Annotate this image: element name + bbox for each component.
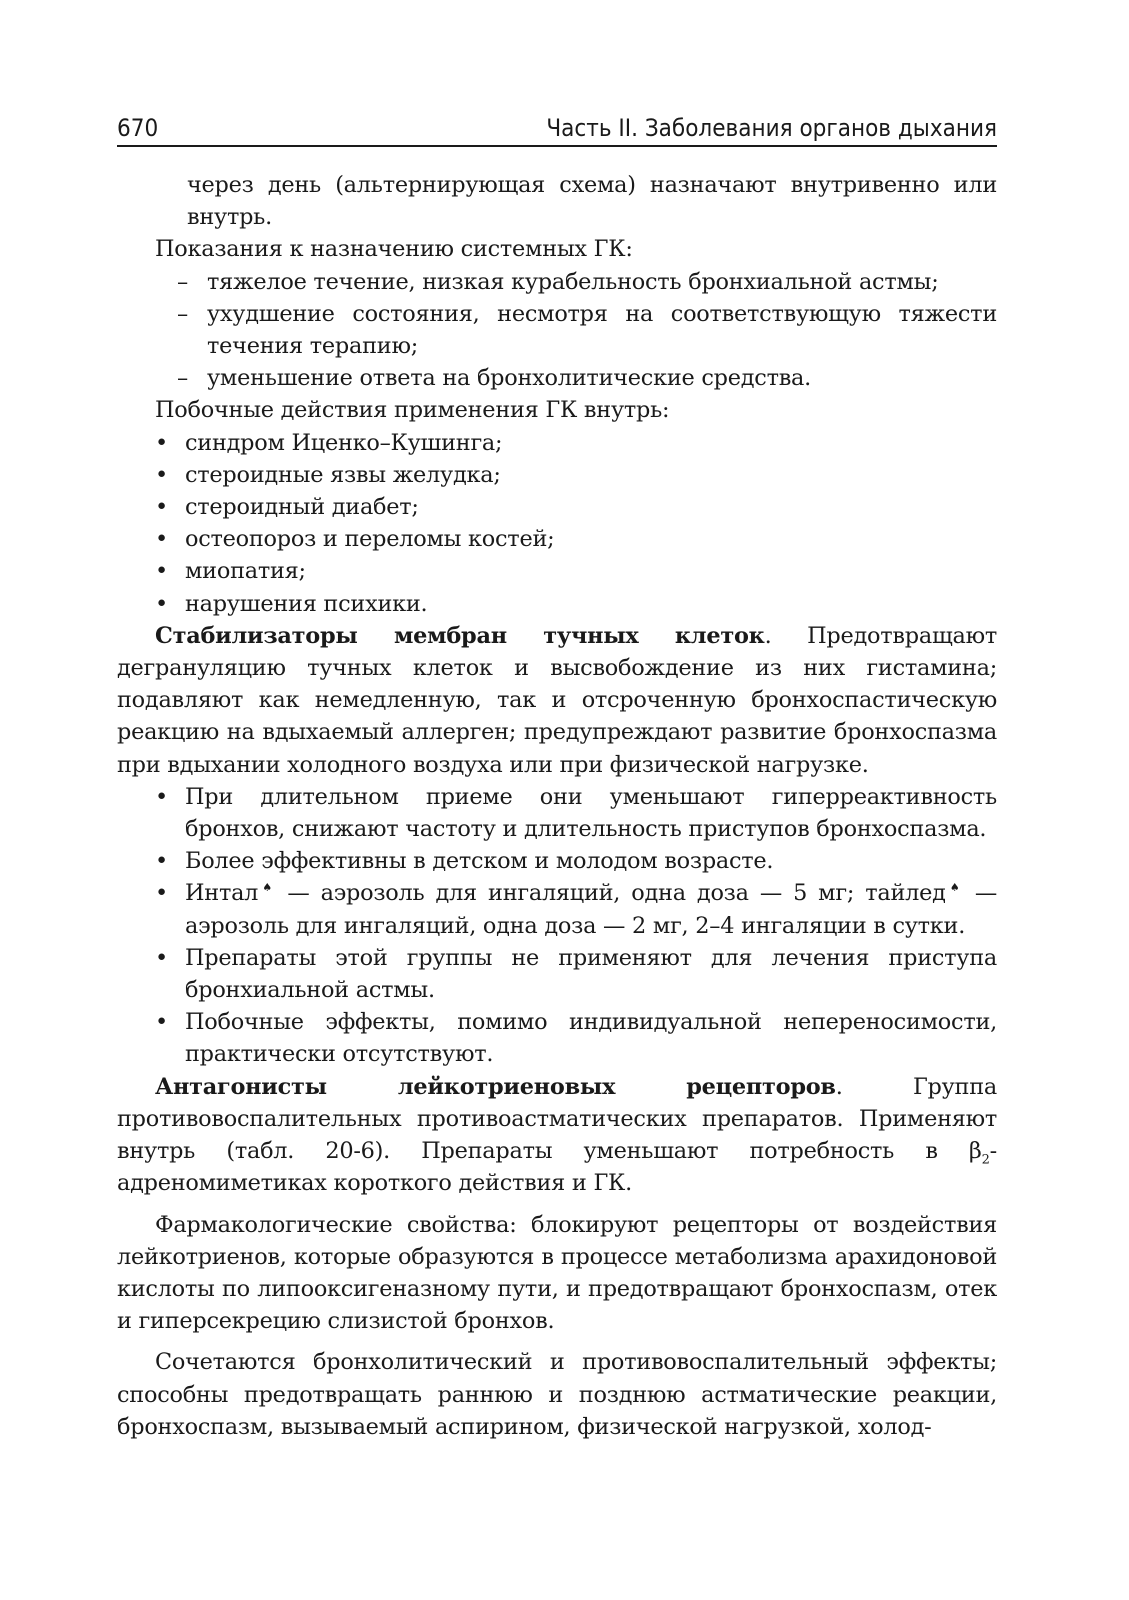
stabilizers-title: Стабилизаторы мембран тучных клеток	[155, 622, 765, 649]
combined-effects-paragraph: Сочетаются бронхолитический и противовоспалительный эффекты; способны предотвращать раннюю и позднюю астматические реакции, бронхоспазм, вызываемый аспирином, физической нагрузкой, холод-	[117, 1349, 997, 1440]
list-item: • синдром Иценко–Кушинга;	[117, 427, 997, 459]
dash-marker: –	[177, 365, 188, 392]
bullet-marker: •	[155, 1009, 168, 1036]
stabilizers-list	[117, 781, 997, 1071]
list-item: • остеопороз и переломы костей;	[117, 523, 997, 555]
book-page	[117, 107, 997, 1443]
intro-continuation: через день (альтернирующая схема) назначают внутривенно или внутрь.	[187, 172, 997, 231]
side-effects-heading: Побочные действия применения ГК внутрь:	[155, 397, 670, 424]
dash-marker: –	[177, 300, 188, 327]
bullet-marker: •	[155, 429, 168, 456]
side-effects-list	[117, 427, 997, 620]
bullet-marker: •	[155, 526, 168, 553]
list-item: • стероидные язвы желудка;	[117, 459, 997, 491]
list-item: – тяжелое течение, низкая курабельность бронхиальной астмы;	[117, 266, 997, 298]
list-item: • миопатия;	[117, 555, 997, 587]
page-number: 670	[117, 114, 159, 142]
list-item: • Более эффективны в детском и молодом возрасте.	[117, 845, 997, 877]
list-item: – ухудшение состояния, несмотря на соответствующую тяжести течения терапию;	[117, 298, 997, 362]
page-body	[117, 169, 997, 1443]
antagonists-paragraph: Антагонисты лейкотриеновых рецепторов. Группа противовоспалительных противоастматических препаратов. Применяют внутрь (табл. 20-6). Препараты уменьшают потребность в $\beta_2$-адреномиметиках короткого действия и ГК.	[117, 1073, 997, 1197]
bullet-marker: •	[155, 944, 168, 971]
pharmacology-paragraph: Фармакологические свойства: блокируют рецепторы от воздействия лейкотриенов, которые образуются в процессе метаболизма арахидоновой кислоты по липооксигеназному пути, и предотвращают бронхоспазм, отек и гиперсекрецию слизистой бронхов.	[117, 1211, 997, 1335]
bullet-marker: •	[155, 783, 168, 810]
trademark-mark: ♠	[945, 881, 964, 895]
list-item: • При длительном приеме они уменьшают гиперреактивность бронхов, снижают частоту и длительность приступов бронхоспазма.	[117, 781, 997, 845]
bullet-marker: •	[155, 590, 168, 617]
stabilizers-paragraph: Стабилизаторы мембран тучных клеток. Предотвращают дегрануляцию тучных клеток и высвобождение из них гистамина; подавляют как немедленную, так и отсроченную бронхоспастическую реакцию на вдыхаемый аллерген; предупреждают развитие бронхоспазма при вдыхании холодного воздуха или при физической нагрузке.	[117, 622, 997, 778]
bullet-marker: •	[155, 848, 168, 875]
running-title: Часть II. Заболевания органов дыхания	[546, 114, 997, 142]
list-item: • Побочные эффекты, помимо индивидуальной непереносимости, практически отсутствуют.	[117, 1006, 997, 1070]
dash-marker: –	[177, 268, 188, 295]
bullet-marker: •	[155, 558, 168, 585]
bullet-marker: •	[155, 880, 168, 907]
bullet-marker: •	[155, 494, 168, 521]
list-item: • Препараты этой группы не применяют для лечения приступа бронхиальной астмы.	[117, 942, 997, 1006]
page-header	[117, 107, 997, 147]
trademark-mark: ♠	[258, 881, 277, 895]
beta-subscript: 2	[981, 1152, 990, 1168]
list-item: • стероидный диабет;	[117, 491, 997, 523]
antagonists-title: Антагонисты лейкотриеновых рецепторов	[155, 1073, 836, 1100]
indications-list	[117, 266, 997, 395]
list-item: • нарушения психики.	[117, 588, 997, 620]
list-item: • Интал♠ — аэрозоль для ингаляций, одна доза — 5 мг; тайлед♠ — аэрозоль для ингаляций, одна доза — 2 мг, 2–4 ингаляции в сутки.	[117, 877, 997, 941]
list-item: – уменьшение ответа на бронхолитические средства.	[117, 362, 997, 394]
indications-heading: Показания к назначению системных ГК:	[155, 236, 633, 263]
bullet-marker: •	[155, 461, 168, 488]
